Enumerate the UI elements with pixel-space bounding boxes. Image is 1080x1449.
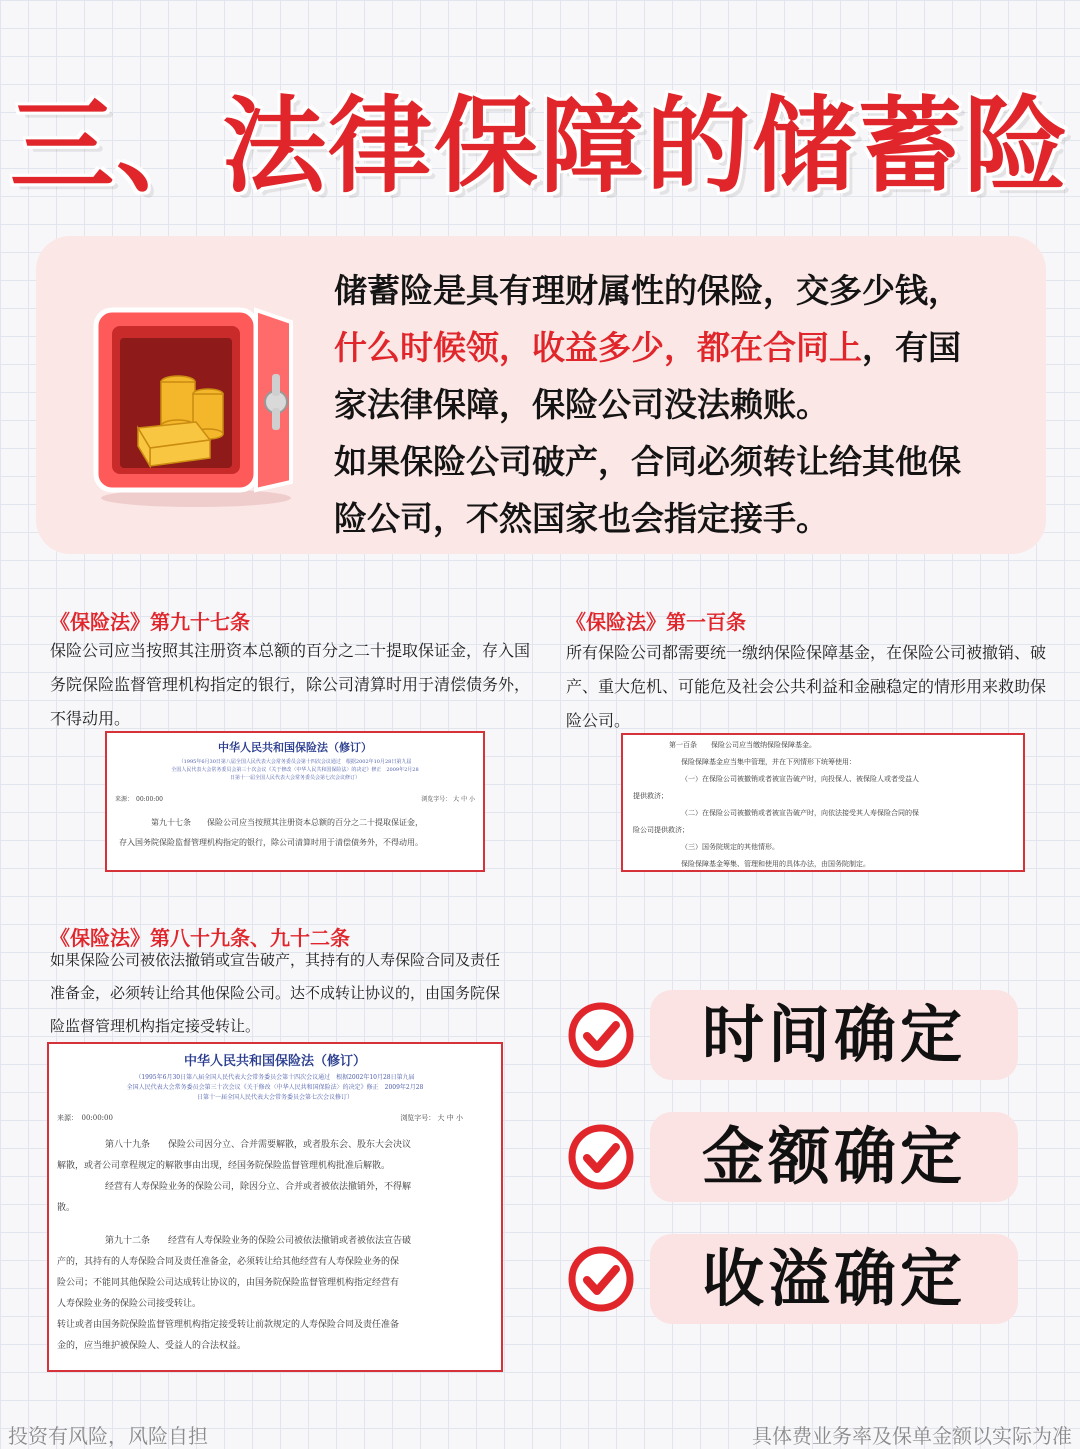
- intro-line-1: 储蓄险是具有理财属性的保险，交多少钱，: [334, 271, 961, 310]
- doc-sub-2: 全国人民代表大会常务委员会第三十次会议《关于修改〈中华人民共和国保险法〉的决定》修正 2009年2月28: [171, 767, 419, 773]
- page-title: 三、法律保障的储蓄险: [9, 85, 1070, 207]
- doc-sub-1: （1995年6月30日第八届全国人民代表大会常务委员会第十四次会议通过 根据2002年10月28日第九届: [178, 759, 412, 765]
- intro-line-5: 险公司，不然国家也会指定接手。: [334, 499, 829, 538]
- doc-sub-1: （1995年6月30日第八届全国人民代表大会常务委员会第十四次会议通过 根据2002年10月28日第九届: [135, 1074, 415, 1081]
- doc-heading: 中华人民共和国保险法（修订）: [183, 1054, 366, 1069]
- doc-sub-3: 日第十一届全国人民代表大会常务委员会第七次会议修订）: [229, 775, 360, 781]
- doc-para-10: 金的，应当维护被保险人、受益人的合法权益。: [57, 1341, 247, 1351]
- law-100-body-1: 所有保险公司都需要统一缴纳保险保障基金，在保险公司被撤销、破: [566, 643, 1047, 662]
- footer-disclaimer-left: 投资有风险，风险自担: [8, 1424, 208, 1448]
- doc-para-9: 转让或者由国务院保险监督管理机构指定接受转让前款规定的人寿保险合同及责任准备: [57, 1320, 400, 1330]
- intro-line-4: 如果保险公司破产，合同必须转让给其他保: [334, 442, 961, 481]
- doc-meta: [57, 1113, 493, 1123]
- law-97-body-3: 不得动用。: [50, 709, 131, 728]
- intro-line-3: 家法律保障，保险公司没法赖账。: [334, 385, 829, 424]
- law-97-body: [50, 634, 560, 736]
- law-100-title: 《保险法》第一百条: [566, 610, 746, 634]
- doc-para-2: 解散，或者公司章程规定的解散事由出现，经国务院保险监督管理机构批准后解散。: [57, 1161, 391, 1171]
- check-circle-icon: [566, 1000, 636, 1070]
- doc-heading: 中华人民共和国保险法（修订）: [218, 741, 372, 754]
- doc-font-size: 浏览字号： 大 中 小: [400, 1114, 463, 1122]
- law-97-body-2: 务院保险监督管理机构指定的银行，除公司清算时用于清偿债务外，: [50, 675, 531, 694]
- doc-para-7: 险公司；不能同其他保险公司达成转让协议的，由国务院保险监督管理机构指定经营有: [57, 1278, 400, 1288]
- doc-line-8: 保险保障基金筹集、管理和使用的具体办法，由国务院制定。: [681, 860, 870, 868]
- law-89-body-1: 如果保险公司被依法撤销或宣告破产，其持有的人寿保险合同及责任: [50, 951, 501, 969]
- law-89-document-image: [47, 1042, 503, 1372]
- law-97-title: 《保险法》第九十七条: [50, 610, 250, 634]
- doc-para-5: 第九十二条 经营有人寿保险业务的保险公司被依法撤销或者被依法宣告破: [105, 1236, 412, 1246]
- doc-line-3: （一）在保险公司被撤销或者被宣告破产时，向投保人、被保险人或者受益人: [681, 775, 919, 783]
- doc-meta: [115, 794, 475, 803]
- check-circle-icon: [566, 1244, 636, 1314]
- doc-sub-3: 日第十一届全国人民代表大会常务委员会第七次会议修订）: [196, 1094, 353, 1101]
- law-100-body: [566, 636, 1071, 738]
- doc-para-4: 散。: [57, 1203, 76, 1213]
- doc-line-7: （三）国务院规定的其他情形。: [681, 843, 779, 851]
- law-97-document-image: [105, 731, 485, 872]
- doc-para-1: 第九十七条 保险公司应当按照其注册资本总额的百分之二十提取保证金，: [151, 818, 423, 827]
- doc-line-5: （二）在保险公司被撤销或者被宣告破产时，向依法接受其人寿保险合同的保: [681, 809, 919, 817]
- doc-sub-2: 全国人民代表大会常务委员会第三十次会议《关于修改〈中华人民共和国保险法〉的决定》修正 2009年2月28: [126, 1084, 424, 1091]
- doc-para-2: 存入国务院保险监督管理机构指定的银行，除公司清算时用于清偿债务外，不得动用。: [119, 838, 423, 847]
- intro-line-2: [334, 319, 1024, 376]
- law-97-body-1: 保险公司应当按照其注册资本总额的百分之二十提取保证金，存入国: [50, 641, 531, 660]
- doc-line-2: 保险保障基金应当集中管理，并在下列情形下统筹使用：: [681, 758, 856, 766]
- law-89-body-2: 准备金，必须转让给其他保险公司。达不成转让协议的，由国务院保: [50, 984, 501, 1002]
- footer-disclaimer-right: 具体费业务率及保单金额以实际为准: [752, 1424, 1072, 1448]
- check-label-return: 收溢确定: [701, 1242, 966, 1315]
- law-100-body-3: 险公司。: [566, 711, 631, 730]
- doc-source: 来源： 00:00:00: [57, 1114, 113, 1122]
- doc-content: [57, 1135, 493, 1357]
- law-89-body: [50, 944, 520, 1043]
- intro-highlight: 什么时候领，收益多少，都在合同上: [334, 328, 862, 367]
- law-89-body-3: 险监督管理机构指定接受转让。: [50, 1017, 261, 1035]
- doc-source: 来源： 00:00:00: [115, 796, 163, 803]
- intro-line-2-rest: ，有国: [862, 328, 961, 367]
- doc-line-6: 险公司提供救济；: [633, 826, 689, 834]
- doc-para-1: 第八十九条 保险公司因分立、合并需要解散，或者股东会、股东大会决议: [105, 1140, 412, 1150]
- law-100-document-image: [621, 733, 1025, 872]
- doc-para-6: 产的，其持有的人寿保险合同及责任准备金，必须转让给其他经营有人寿保险业务的保: [57, 1257, 400, 1267]
- check-label-amount: 金额确定: [701, 1120, 966, 1193]
- safe-icon: [86, 290, 306, 510]
- intro-text: [334, 262, 1024, 547]
- doc-para-3: 经营有人寿保险业务的保险公司，除因分立、合并或者被依法撤销外，不得解: [105, 1182, 412, 1192]
- check-label-time: 时间确定: [701, 998, 966, 1071]
- check-circle-icon: [566, 1122, 636, 1192]
- doc-para-8: 人寿保险业务的保险公司接受转让。: [57, 1299, 202, 1309]
- doc-line-1: 第一百条 保险公司应当缴纳保险保障基金。: [669, 741, 816, 749]
- doc-font-size: 浏览字号： 大 中 小: [421, 796, 475, 803]
- doc-line-4: 提供救济；: [633, 792, 668, 800]
- law-100-body-2: 产、重大危机、可能危及社会公共利益和金融稳定的情形用来救助保: [566, 677, 1047, 696]
- law-89-title: 《保险法》第八十九条、九十二条: [50, 926, 350, 950]
